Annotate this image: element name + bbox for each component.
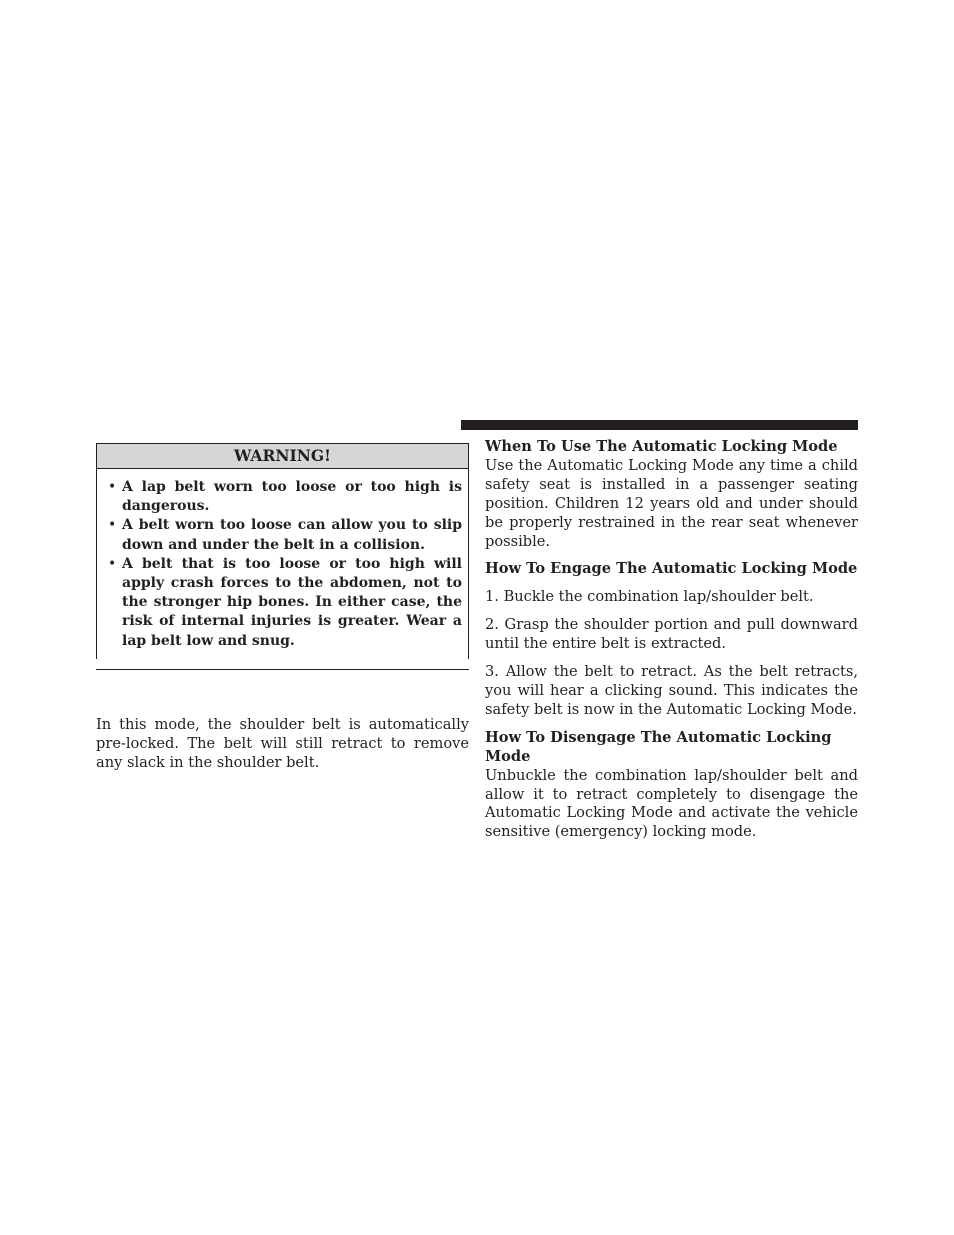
warning-item bbox=[101, 478, 462, 516]
how-to-disengage-heading: How To Disengage The Automatic Locking Mode bbox=[485, 728, 832, 765]
warning-item bbox=[101, 516, 462, 554]
bullet-icon: • bbox=[108, 479, 117, 495]
engage-step-1: 1. Buckle the combination lap/shoulder belt. bbox=[485, 588, 814, 606]
engage-step-3: 3. Allow the belt to retract. As the belt retracts, you will hear a clicking sound. This indicates the safety belt is now in the Automatic Locking Mode. bbox=[485, 663, 858, 718]
how-to-disengage-body: Unbuckle the combination lap/shoulder belt and allow it to retract completely to disengage the Automatic Locking Mode and activate the vehicle sensitive (emergency) locking mode. bbox=[485, 766, 858, 841]
warning-box bbox=[96, 443, 469, 659]
when-to-use-body: Use the Automatic Locking Mode any time a child safety seat is installed in a passenger seating position. Children 12 years old and under should be properly restrained in the rear seat whenever possible. bbox=[485, 456, 858, 550]
engage-step-2: 2. Grasp the shoulder portion and pull downward until the entire belt is extracted. bbox=[485, 616, 858, 653]
left-column bbox=[96, 443, 469, 773]
right-column bbox=[485, 438, 858, 842]
how-to-engage-heading: How To Engage The Automatic Locking Mode bbox=[485, 560, 858, 578]
shoulder-belt-paragraph: In this mode, the shoulder belt is automatically pre-locked. The belt will still retract to remove any slack in the shoulder belt. bbox=[96, 715, 469, 771]
section-header-bar bbox=[461, 420, 858, 430]
warning-item-text: A belt that is too loose or too high will apply crash forces to the abdomen, not to the stronger hip bones. In either case, the risk of internal injuries is greater. Wear a lap belt low and snug. bbox=[122, 555, 462, 649]
warning-box-bottom-rule bbox=[96, 669, 469, 670]
warning-title: WARNING! bbox=[97, 444, 468, 469]
warning-item-text: A belt worn too loose can allow you to slip down and under the belt in a collision. bbox=[122, 517, 462, 553]
warning-list bbox=[97, 469, 468, 659]
when-to-use-heading: When To Use The Automatic Locking Mode bbox=[485, 438, 838, 455]
bullet-icon: • bbox=[108, 517, 117, 534]
warning-item bbox=[101, 555, 462, 651]
bullet-icon: • bbox=[108, 555, 117, 572]
warning-item-text: A lap belt worn too loose or too high is dangerous. bbox=[122, 479, 462, 515]
